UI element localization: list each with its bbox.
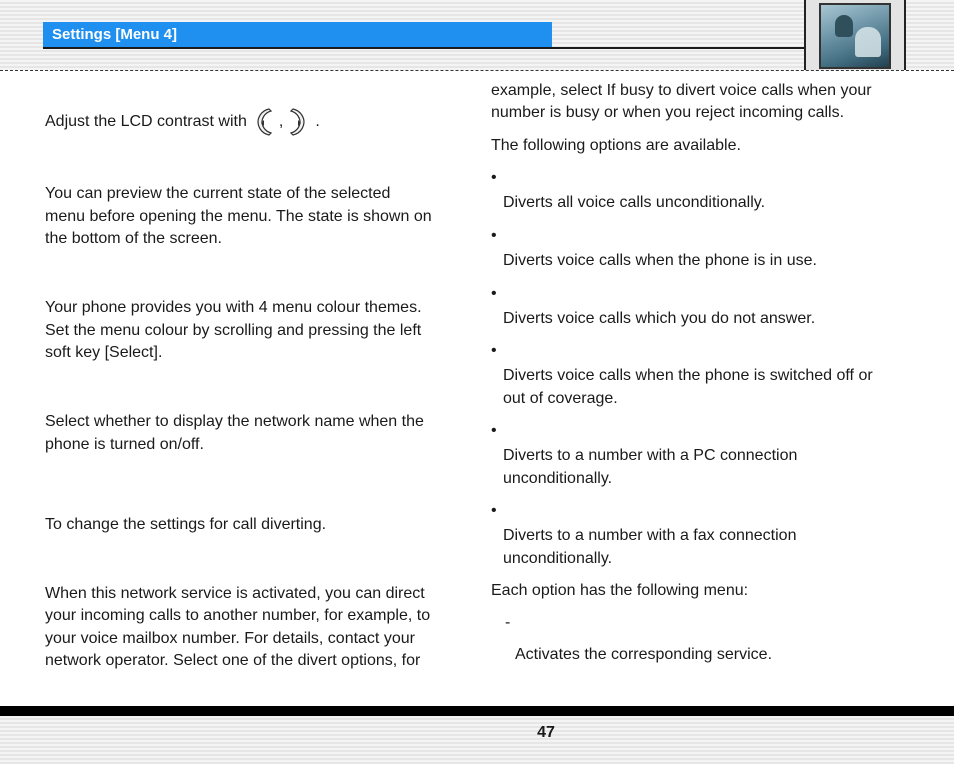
option-3-line-1: Diverts voice calls which you do not answer. — [503, 310, 816, 327]
submenu-dash: - — [505, 614, 511, 631]
lcd-contrast-text — [45, 107, 320, 137]
continued-line-2: number is busy or when you reject incoming calls. — [491, 104, 845, 121]
page-section-title: Settings [Menu 4] — [43, 22, 552, 47]
phone-image-icon — [804, 0, 906, 70]
call-divert-text: To change the settings for call diverting. — [45, 516, 327, 533]
page-number: 47 — [537, 724, 555, 741]
network-name-line-1: Select whether to display the network name when the — [45, 413, 424, 430]
network-name-line-2: phone is turned on/off. — [45, 436, 204, 453]
themes-line-1: Your phone provides you with 4 menu colour themes. — [45, 299, 422, 316]
submenu-item-description: Activates the corresponding service. — [515, 646, 773, 663]
divert-service-line-3: your voice mailbox number. For details, contact your — [45, 630, 415, 647]
preview-line-2: menu before opening the menu. The state is shown on — [45, 208, 432, 225]
option-bullet-6: • — [491, 502, 497, 519]
continued-line-1: example, select If busy to divert voice calls when your — [491, 82, 872, 99]
header-rule — [43, 47, 805, 49]
option-bullet-5: • — [491, 422, 497, 439]
lcd-contrast-separator: , — [278, 112, 284, 130]
option-5-line-2: unconditionally. — [503, 470, 613, 487]
option-6-line-2: unconditionally. — [503, 550, 613, 567]
preview-line-1: You can preview the current state of the selected — [45, 185, 391, 202]
themes-line-3: soft key [Select]. — [45, 344, 163, 361]
footer-bar — [0, 706, 954, 716]
option-6-line-1: Diverts to a number with a fax connection — [503, 527, 797, 544]
option-4-line-1: Diverts voice calls when the phone is switched off or — [503, 367, 873, 384]
lcd-contrast-prefix: Adjust the LCD contrast with — [45, 112, 247, 130]
option-2-line-1: Diverts voice calls when the phone is in use. — [503, 252, 817, 269]
option-bullet-1: • — [491, 169, 497, 186]
lcd-contrast-suffix: . — [315, 112, 320, 130]
phone-screen-image — [819, 3, 891, 69]
option-bullet-3: • — [491, 285, 497, 302]
option-4-line-2: out of coverage. — [503, 390, 618, 407]
divert-service-line-4: network operator. Select one of the divert options, for — [45, 652, 421, 669]
divert-service-line-1: When this network service is activated, you can direct — [45, 585, 425, 602]
option-5-line-1: Diverts to a number with a PC connection — [503, 447, 798, 464]
option-bullet-2: • — [491, 227, 497, 244]
themes-line-2: Set the menu colour by scrolling and pressing the left — [45, 322, 422, 339]
volume-up-key-icon — [255, 107, 275, 137]
volume-down-key-icon — [287, 107, 307, 137]
option-bullet-4: • — [491, 342, 497, 359]
dashed-divider — [0, 70, 954, 71]
option-1-line-1: Diverts all voice calls unconditionally. — [503, 194, 766, 211]
preview-line-3: the bottom of the screen. — [45, 230, 222, 247]
options-intro: The following options are available. — [491, 137, 741, 154]
submenu-intro: Each option has the following menu: — [491, 582, 749, 599]
divert-service-line-2: your incoming calls to another number, for example, to — [45, 607, 431, 624]
